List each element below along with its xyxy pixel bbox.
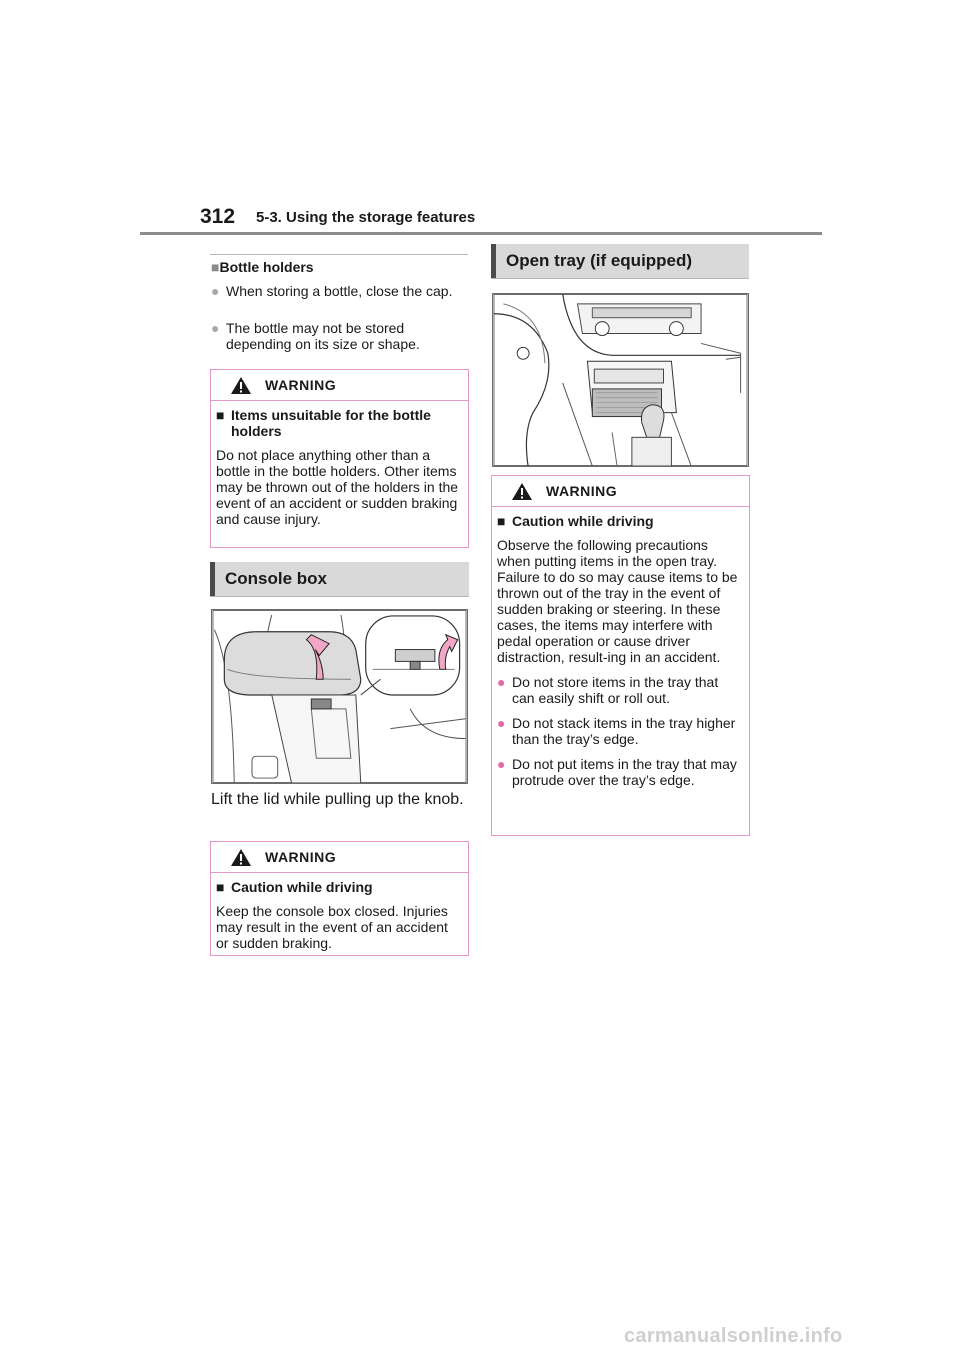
warning-triangle-icon	[230, 376, 252, 395]
warning-box-open-tray	[491, 475, 750, 836]
bullet-dot-icon: ●	[211, 320, 220, 336]
warning-triangle-icon	[511, 482, 533, 501]
bullet-dot-icon: ●	[497, 715, 506, 731]
watermark: carmanualsonline.info	[624, 1325, 843, 1347]
bullet-item: ● When storing a bottle, close the cap.	[211, 283, 453, 299]
warning-bullet-item: ● Do not put items in the tray that may protrude over the tray’s edge.	[497, 756, 737, 788]
warning-label: WARNING	[265, 377, 337, 393]
bullet-dot-icon: ●	[497, 756, 506, 772]
bullet-dot-icon: ●	[211, 283, 220, 299]
column-rule	[210, 254, 468, 255]
square-bullet-icon: ■	[497, 513, 506, 529]
bullet-item: ● The bottle may not be stored depending on its size or shape.	[211, 320, 420, 352]
warning-header	[492, 476, 749, 507]
warning-bullet-item: ● Do not store items in the tray that can easily shift or roll out.	[497, 674, 719, 706]
warning-text: Do not place anything other than a bottle in the bottle holders. Other items may be thrown out of the holders in the event of an accident or sudden braking and cause injury.	[216, 447, 459, 527]
section-title: 5-3. Using the storage features	[256, 209, 476, 226]
square-bullet-icon: ■	[216, 407, 225, 423]
bullet-dot-icon: ●	[497, 674, 506, 690]
console-box-illustration	[211, 609, 468, 784]
open-tray-heading: Open tray (if equipped)	[491, 244, 749, 278]
bottle-holders-heading: ■Bottle holders	[211, 259, 314, 275]
warning-triangle-icon	[230, 848, 252, 867]
warning-box-console	[210, 841, 469, 956]
warning-title: ■ Items unsuitable for the bottle holders	[216, 407, 431, 439]
warning-header	[211, 370, 468, 401]
heading-rule	[491, 278, 749, 279]
warning-text: Observe the following precautions when putting items in the open tray. Failure to do so may cause items to be thrown out of the tray in the event of sudden braking or steering. In these cases, the items may interfere with pedal operation or cause driver distraction, result-ing in an accident.	[497, 537, 738, 665]
warning-label: WARNING	[546, 483, 618, 499]
warning-bullet-item: ● Do not stack items in the tray higher than the tray’s edge.	[497, 715, 736, 747]
warning-header	[211, 842, 468, 873]
square-bullet-icon: ■	[211, 259, 220, 275]
console-box-caption: Lift the lid while pulling up the knob.	[211, 791, 464, 808]
warning-title: ■ Caution while driving	[497, 513, 654, 529]
warning-title: ■ Caution while driving	[216, 879, 373, 895]
console-box-heading: Console box	[210, 562, 469, 596]
page-number: 312	[200, 205, 236, 228]
square-bullet-icon: ■	[216, 879, 225, 895]
open-tray-illustration	[492, 293, 749, 467]
heading-rule	[210, 596, 469, 597]
warning-text: Keep the console box closed. Injuries may result in the event of an accident or sudden braking.	[216, 903, 448, 951]
warning-box-bottle	[210, 369, 469, 548]
header-rule	[140, 232, 822, 235]
warning-label: WARNING	[265, 849, 337, 865]
